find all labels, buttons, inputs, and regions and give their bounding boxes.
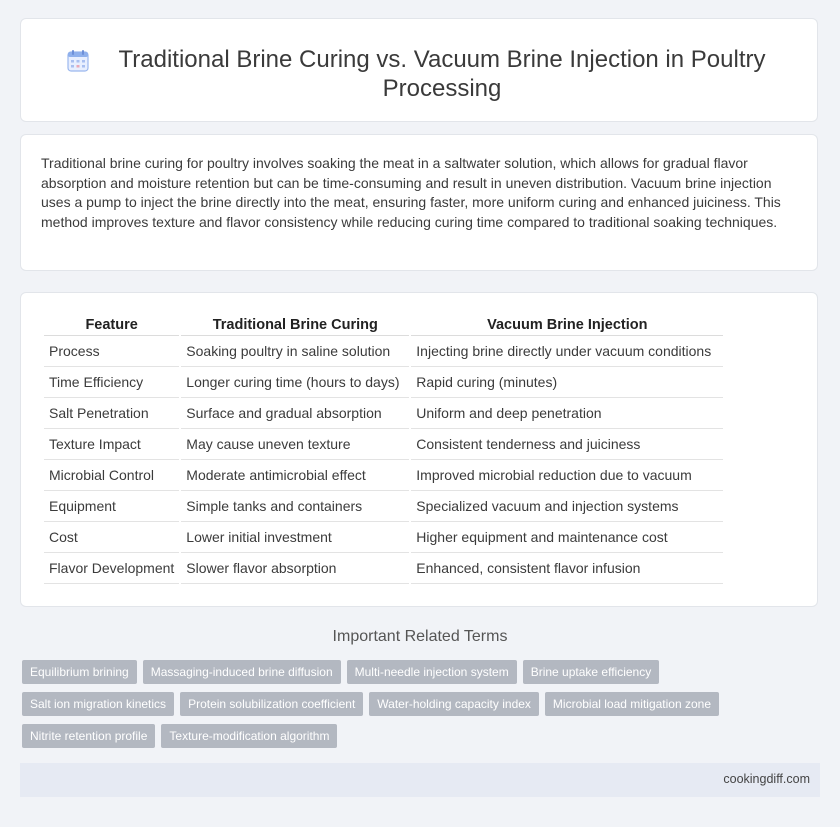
comparison-card <box>20 292 818 607</box>
column-header-feature: Feature <box>44 313 179 336</box>
summary-card <box>20 134 818 271</box>
table-cell: Uniform and deep penetration <box>411 398 723 429</box>
table-cell: Higher equipment and maintenance cost <box>411 522 723 553</box>
related-term-tag[interactable]: Massaging-induced brine diffusion <box>143 660 341 684</box>
table-cell: Enhanced, consistent flavor infusion <box>411 553 723 584</box>
table-cell: Texture Impact <box>44 429 179 460</box>
table-cell: Improved microbial reduction due to vacuum <box>411 460 723 491</box>
footer-site-link[interactable]: cookingdiff.com <box>723 772 810 786</box>
table-cell: Cost <box>44 522 179 553</box>
table-cell: Flavor Development <box>44 553 179 584</box>
related-term-tag[interactable]: Microbial load mitigation zone <box>545 692 719 716</box>
summary-text: Traditional brine curing for poultry involves soaking the meat in a saltwater solution, which allows for gradual flavor absorption and moisture retention but can be time-consuming and result in uneven distribution. Vacuum brine injection uses a pump to inject the brine directly into the meat, ensuring faster, more uniform curing and enhanced juiciness. This method improves texture and flavor consistency while reducing curing time compared to traditional soaking techniques. <box>41 155 781 230</box>
table-row <box>44 460 723 491</box>
table-cell: Consistent tenderness and juiciness <box>411 429 723 460</box>
table-row <box>44 553 723 584</box>
table-cell: Specialized vacuum and injection systems <box>411 491 723 522</box>
related-term-tag[interactable]: Brine uptake efficiency <box>523 660 660 684</box>
table-cell: Equipment <box>44 491 179 522</box>
related-term-tag[interactable]: Nitrite retention profile <box>22 724 155 748</box>
related-term-tag[interactable]: Salt ion migration kinetics <box>22 692 174 716</box>
table-cell: Time Efficiency <box>44 367 179 398</box>
table-cell: Surface and gradual absorption <box>181 398 409 429</box>
table-row <box>44 336 723 367</box>
related-terms-heading: Important Related Terms <box>332 628 508 645</box>
table-cell: Salt Penetration <box>44 398 179 429</box>
table-cell: Moderate antimicrobial effect <box>181 460 409 491</box>
table-cell: Microbial Control <box>44 460 179 491</box>
table-cell: Injecting brine directly under vacuum conditions <box>411 336 723 367</box>
table-cell: Longer curing time (hours to days) <box>181 367 409 398</box>
title-card <box>20 18 818 122</box>
table-header-row <box>44 313 723 336</box>
table-cell: Soaking poultry in saline solution <box>181 336 409 367</box>
table-cell: May cause uneven texture <box>181 429 409 460</box>
related-term-tag[interactable]: Water-holding capacity index <box>369 692 539 716</box>
related-term-tag[interactable]: Multi-needle injection system <box>347 660 517 684</box>
title-wrap <box>21 19 817 103</box>
comparison-table <box>42 313 725 584</box>
related-terms-list <box>22 660 742 748</box>
calendar-icon <box>66 49 90 73</box>
footer <box>20 763 820 797</box>
related-term-tag[interactable]: Equilibrium brining <box>22 660 137 684</box>
page-title: Traditional Brine Curing vs. Vacuum Brine Injection in Poultry Processing <box>118 46 766 102</box>
table-row <box>44 522 723 553</box>
table-cell: Process <box>44 336 179 367</box>
table-cell: Simple tanks and containers <box>181 491 409 522</box>
table-row <box>44 491 723 522</box>
column-header-traditional: Traditional Brine Curing <box>181 313 409 336</box>
table-cell: Rapid curing (minutes) <box>411 367 723 398</box>
table-row <box>44 367 723 398</box>
related-term-tag[interactable]: Texture-modification algorithm <box>161 724 337 748</box>
table-cell: Slower flavor absorption <box>181 553 409 584</box>
table-cell: Lower initial investment <box>181 522 409 553</box>
column-header-vacuum: Vacuum Brine Injection <box>411 313 723 336</box>
related-term-tag[interactable]: Protein solubilization coefficient <box>180 692 363 716</box>
table-row <box>44 429 723 460</box>
table-row <box>44 398 723 429</box>
